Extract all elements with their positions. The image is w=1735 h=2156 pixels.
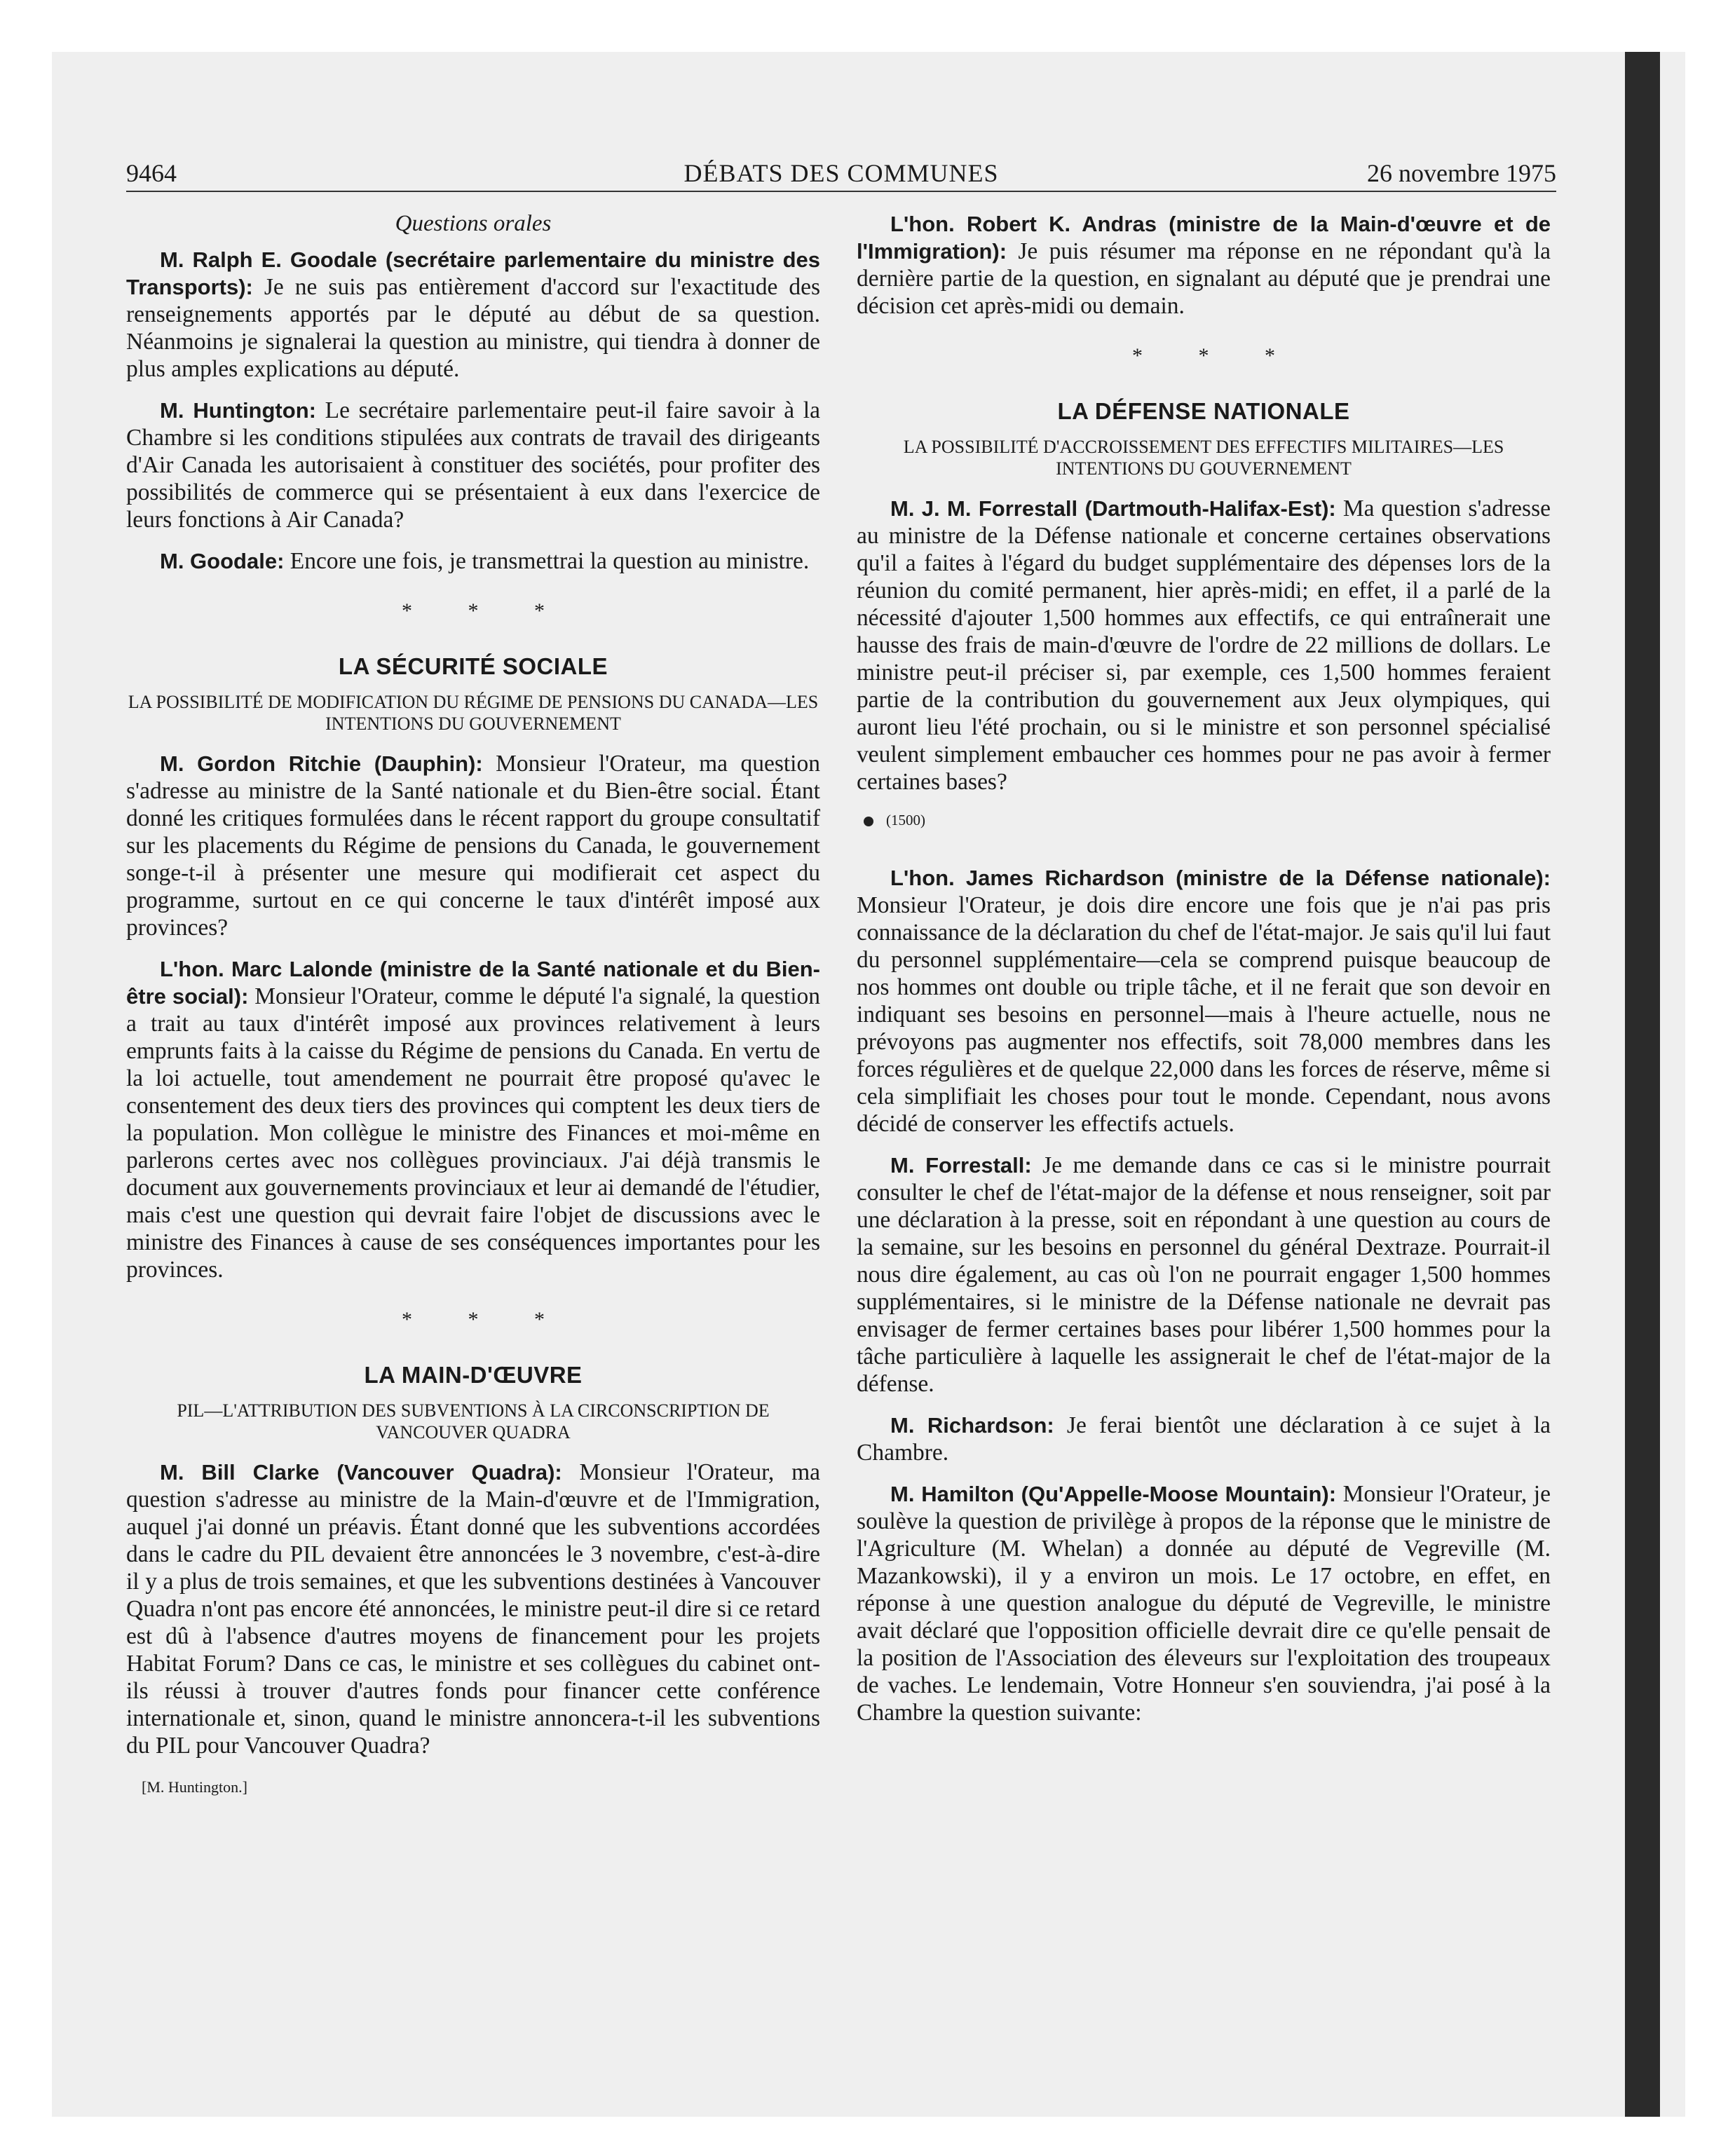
section-subheading: LA POSSIBILITÉ D'ACCROISSEMENT DES EFFECTIFS MILITAIRES—LES INTENTIONS DU GOUVERNEMENT [903,437,1504,479]
speech-text: Monsieur l'Orateur, comme le député l'a signalé, la question a trait au taux d'intérêt imposé aux provinces relativement à leurs emprunts faits à la caisse du Régime de pensions du Canada. En vertu de la loi actuelle, tout amendement ne pourrait être proposé qu'avec le consentement des deux tiers des provinces qui comptent les deux tiers de la population. Mon collègue le ministre des Finances et moi-même en parlerons certes avec nos collègues provinciaux. J'ai déjà transmis le document aux gouvernements provinciaux et leur ai demandé de l'étudier, mais c'est une question qui devrait faire l'objet de discussions avec le ministre des Finances à cause de ses conséquences importantes pour les provinces. [126,983,820,1283]
paragraph [126,547,820,575]
speaker-footnote: [M. Huntington.] [142,1778,247,1796]
speaker-name: L'hon. Marc Lalonde (ministre de la Santé nationale et du Bien-être social): [126,957,820,1009]
left-column [126,210,820,1801]
speech-text: Monsieur l'Orateur, ma question s'adresse au ministre de la Main-d'œuvre et de l'Immigration, auquel j'ai donné un préavis. Étant donné que les subventions accordées dans le cadre du PIL devaient être annoncées le 3 novembre, c'est-à-dire il y a plus de trois semaines, et que les subventions destinées à Vancouver Quadra n'ont pas encore été annoncées, le ministre peut-il dire si ce retard est dû à l'absence d'autres moyens de financement pour les projets Habitat Forum? Dans ce cas, le ministre et ses collègues du cabinet ont-ils réussi à trouver d'autres fonds pour financer cette conférence internationale et, sinon, quand le ministre annoncera-t-il les subventions du PIL pour Vancouver Quadra? [126,1459,820,1759]
section-heading: LA DÉFENSE NATIONALE [1057,398,1350,424]
speaker-name: M. Goodale: [160,549,285,573]
speaker-name: M. Hamilton (Qu'Appelle-Moose Mountain): [890,1482,1337,1506]
speech-text: Je puis résumer ma réponse en ne répondant qu'à la dernière partie de la question, en signalant au député que je prendrai une décision cet après-midi ou demain. [857,238,1551,319]
page-header [126,156,1556,192]
paragraph [126,750,820,941]
speaker-name: L'hon. Robert K. Andras (ministre de la Main-d'œuvre et de l'Immigration): [857,212,1551,264]
speech-text: Le secrétaire parlementaire peut-il faire savoir à la Chambre si les conditions stipulées aux contrats de travail des dirigeants d'Air Canada les autorisaient à constituer des sociétés, pour profiter des possibilités de commerce qui se présentaient à eux dans l'exercice de leurs fonctions à Air Canada? [126,397,820,533]
section-subheading: LA POSSIBILITÉ DE MODIFICATION DU RÉGIME DE PENSIONS DU CANADA—LES INTENTIONS DU GOUVERNEMENT [128,692,819,734]
speaker-name: M. J. M. Forrestall (Dartmouth-Halifax-Est): [890,496,1336,521]
right-column [857,210,1551,1740]
issue-date: 26 novembre 1975 [1367,159,1556,187]
speech-text: Je ferai bientôt une déclaration à ce sujet à la Chambre. [857,1412,1551,1466]
paragraph [857,1152,1551,1398]
scan-edge-bar [1625,52,1660,2117]
speech-text: Ma question s'adresse au ministre de la Défense nationale et concerne certaines observations qu'il a faites à l'égard du budget supplémentaire des dépenses lors de la réunion du comité permanent, hier après-midi; en effet, il a parlé de la nécessité d'ajouter 1,500 hommes aux effectifs, ce qui entraînerait une hausse des frais de main-d'œuvre de l'ordre de 22 millions de dollars. Le ministre peut-il préciser si, par exemple, ces 1,500 hommes feraient partie de la contribution du gouvernement aux Jeux olympiques, qui auront lieu l'été prochain, ou si le ministre et son personnel spécialisé veulent simplement embaucher ces hommes pour ne pas avoir à fermer certaines bases? [857,496,1551,795]
paragraph [126,955,820,1283]
speech-text: Monsieur l'Orateur, ma question s'adresse au ministre de la Santé nationale et du Bien-être social. Étant donné les critiques formulées dans le récent rapport du groupe consultatif sur les placements du Régime de pensions du Canada, le gouvernement songe-t-il à présenter une mesure qui modifierait cet aspect du programme, surtout en ce qui concerne le taux d'intérêt imposé aux provinces? [126,751,820,941]
speaker-name: M. Forrestall: [890,1153,1032,1178]
speech-text: Monsieur l'Orateur, je soulève la question de privilège à propos de la réponse que le ministre de l'Agriculture (M. Whelan) a donnée au député de Vegreville (M. Mazankowski), il y a environ un mois. Le 17 octobre, en effet, en réponse à une question analogue du député de Vegreville, le ministre avait déclaré que l'opposition officielle devrait dire ce qu'elle pensait de la position de l'Association des éleveurs sur l'exploitation des troupeaux de vaches. Le lendemain, Votre Honneur s'en souviendra, j'ai posé à la Chambre la question suivante: [857,1481,1551,1726]
paragraph [857,1412,1551,1466]
section-separator: * * * [402,1308,570,1331]
bullet-dot-icon [864,817,873,826]
publication-title: DÉBATS DES COMMUNES [683,159,999,187]
speaker-name: M. Ralph E. Goodale (secrétaire parlementaire du ministre des Transports): [126,247,820,299]
page-number: 9464 [126,159,177,187]
speech-text: Monsieur l'Orateur, je dois dire encore une fois que je n'ai pas pris connaissance de la déclaration du chef de l'état-major. Je sais qu'il lui faut du personnel supplémentaire—cela se comprend puisque beaucoup de nos hommes ont double ou triple tâche, et il ne ferait que son devoir en indiquant ses besoins en personnel—mais à l'heure actuelle, nous ne prévoyons pas augmenter nos effectifs, soit 78,000 membres dans les forces régulières et de quelque 22,000 dans les forces de réserve, même si cela simplifiait les choses pour tout le monde. Cependant, nous avons décidé de conserver les effectifs actuels. [857,892,1551,1137]
section-separator: * * * [1132,344,1300,367]
section-heading: LA MAIN-D'ŒUVRE [364,1362,583,1388]
paragraph [857,495,1551,796]
section-subheading: PIL—L'ATTRIBUTION DES SUBVENTIONS À LA CIRCONSCRIPTION DE VANCOUVER QUADRA [177,1400,770,1442]
paragraph [857,864,1551,1138]
section-separator: * * * [402,599,570,622]
paragraph [126,246,820,383]
paragraph [126,397,820,533]
paragraph [857,1480,1551,1726]
time-marker-label: (1500) [886,812,925,828]
speech-text: Je ne suis pas entièrement d'accord sur l'exactitude des renseignements apportés par le député au début de sa question. Néanmoins je signalerai la question au ministre, qui tiendra à donner de plus amples explications au député. [126,274,820,382]
paragraph [857,210,1551,320]
section-kicker: Questions orales [395,211,552,236]
speech-text: Je me demande dans ce cas si le ministre pourrait consulter le chef de l'état-major de la défense et nous renseigner, soit par une déclaration à la presse, soit en répondant à une question au cours de la semaine, sur les besoins en personnel du général Dextraze. Pourrait-il nous dire également, au cas où l'on ne pourrait engager 1,500 hommes supplémentaires, si le ministre de la Défense nationale ne devrait pas envisager de fermer certaines bases pour libérer 1,500 hommes pour la tâche particulière à laquelle les assignerait le chef de l'état-major de la défense. [857,1152,1551,1397]
section-heading: LA SÉCURITÉ SOCIALE [338,653,608,679]
speaker-name: L'hon. James Richardson (ministre de la Défense nationale): [890,866,1551,890]
speaker-name: M. Richardson: [890,1413,1054,1438]
speaker-name: M. Gordon Ritchie (Dauphin): [160,751,483,776]
paragraph [126,1459,820,1759]
speaker-name: M. Bill Clarke (Vancouver Quadra): [160,1460,562,1485]
time-marker [864,810,1551,831]
speaker-name: M. Huntington: [160,398,316,423]
speech-text: Encore une fois, je transmettrai la question au ministre. [284,548,810,574]
